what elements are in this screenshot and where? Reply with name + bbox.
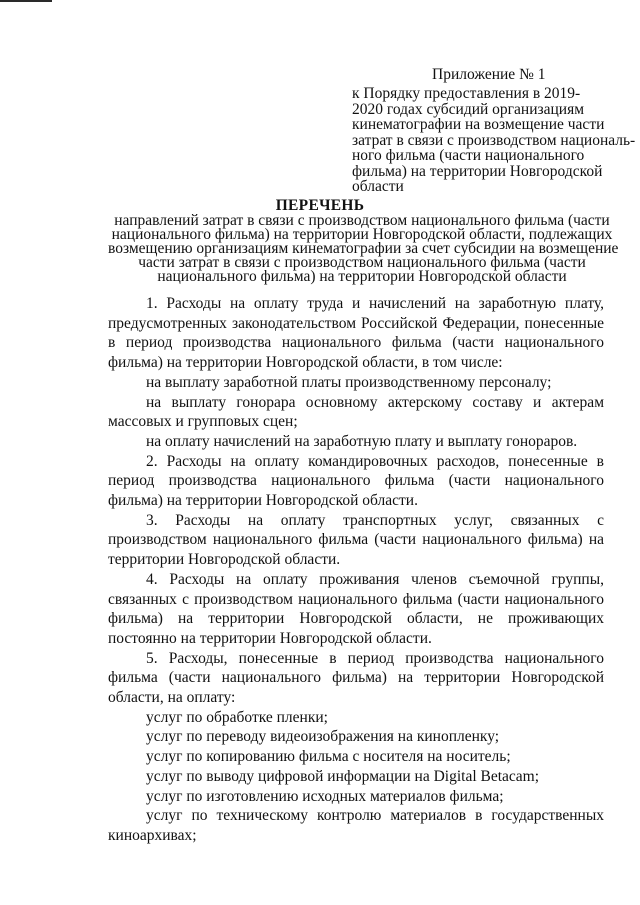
- annex-reference: [352, 85, 636, 195]
- item-5-sub: услуг по выводу цифровой информации на Digital Betacam;: [146, 767, 540, 785]
- item-1-sub: на оплату начислений на заработную плату и выплату гонораров.: [146, 432, 578, 450]
- subheading-line: направлений затрат в связи с производством национального фильма (части: [114, 212, 610, 229]
- item-2: 2. Расходы на оплату командировочных расходов, понесенные в период производства национального фильма (части национального фильма) на территории Новгородской области.: [108, 452, 604, 510]
- scan-edge-mark: [0, 0, 52, 2]
- document-heading: ПЕРЕЧЕНЬ: [275, 197, 365, 214]
- annex-line: к Порядку предоставления в 2019-: [352, 85, 581, 102]
- item-4: 4. Расходы на оплату проживания членов съемочной группы, связанных с производством национального фильма (части национального фильма) на территории Новгородской области, не проживающих постоянно на территории Новгородской области.: [108, 570, 604, 647]
- item-5-sub: услуг по техническому контролю материалов в государственных киноархивах;: [108, 807, 604, 844]
- item-1-sub: на выплату гонорара основному актерскому составу и актерам массовых и групповых сцен;: [108, 393, 604, 431]
- annex-line: затрат в связи с производством националь-: [352, 131, 636, 149]
- document-body: [108, 294, 604, 846]
- item-5-sub: услуг по изготовлению исходных материалов фильма;: [146, 787, 504, 805]
- item-3: 3. Расходы на оплату транспортных услуг, связанных с производством национального фильма (части национального фильма) на территории Новгородской области.: [108, 511, 604, 569]
- document-subheading: [108, 212, 619, 285]
- subheading-line: национального фильма) на территории Новгородской области, подлежащих: [111, 226, 613, 243]
- item-1-sub: на выплату заработной платы производственному персоналу;: [146, 373, 552, 391]
- subheading-line: части затрат в связи с производством национального фильма (части: [138, 254, 586, 271]
- item-5-sub: услуг по обработке пленки;: [146, 708, 328, 726]
- subheading-line: национального фильма) на территории Новгородской области: [157, 268, 567, 285]
- item-5: 5. Расходы, понесенные в период производства национального фильма (части национального фильма) на территории Новгородской области, на оплату:: [108, 649, 604, 707]
- annex-line: 2020 годах субсидий организациям: [352, 100, 585, 118]
- item-1: 1. Расходы на оплату труда и начислений на заработную плату, предусмотренных законодательством Российской Федерации, понесенные в период производства национального фильма (части национального фильма) на территории Новгородской области, в том числе:: [108, 295, 604, 372]
- annex-line: фильма) на территории Новгородской: [352, 162, 603, 180]
- subheading-line: возмещению организациям кинематографии за счет субсидии на возмещение: [108, 240, 619, 257]
- annex-line: области: [352, 178, 404, 195]
- item-5-sub: услуг по переводу видеоизображения на кинопленку;: [146, 728, 500, 746]
- annex-line: ного фильма (части национального: [352, 147, 585, 164]
- item-5-sub: услуг по копированию фильма с носителя на носитель;: [146, 748, 511, 766]
- annex-line: кинематографии на возмещение части: [352, 116, 605, 133]
- annex-title: Приложение № 1: [432, 66, 546, 83]
